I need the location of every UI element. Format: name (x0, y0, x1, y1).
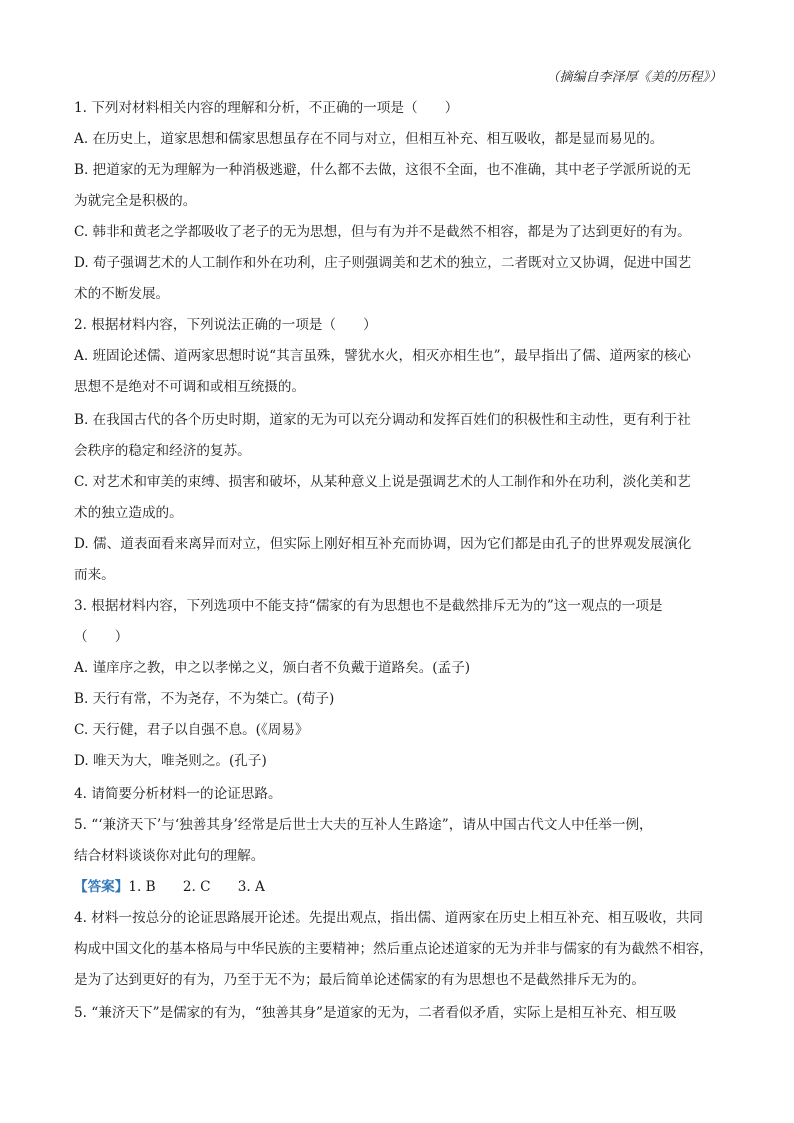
q3-option-d: D. 唯天为大，唯尧则之。(孔子) (74, 753, 267, 769)
q1-option-c: C. 韩非和黄老之学都吸收了老子的无为思想，但与有为并不是截然不相容，都是为了达到更好的有为。 (74, 224, 691, 240)
q2-option-a: A. 班固论述儒、道两家思想时说“其言虽殊，譬犹水火，相灭亦相生也”，最早指出了儒、道两家的核心 (74, 348, 691, 364)
q1-option-b-cont: 为就完全是积极的。 (74, 193, 197, 209)
q1-option-b: B. 把道家的无为理解为一种消极逃避，什么都不去做，这很不全面，也不准确，其中老子学派所说的无 (74, 162, 691, 178)
q2-option-b-cont: 会秩序的稳定和经济的复苏。 (74, 443, 251, 459)
q2-option-d: D. 儒、道表面看来离异而对立，但实际上刚好相互补充而协调，因为它们都是由孔子的世界观发展演化 (74, 536, 692, 552)
q2-option-c: C. 对艺术和审美的束缚、损害和破坏，从某种意义上说是强调艺术的人工制作和外在功利，淡化美和艺 (74, 474, 691, 490)
q2-option-a-cont: 思想不是绝对不可调和或相互统摄的。 (74, 379, 306, 395)
q2-option-b: B. 在我国古代的各个历史时期，道家的无为可以充分调动和发挥百姓们的积极性和主动性，更有利于社 (74, 412, 691, 428)
q2-option-d-cont: 而来。 (74, 567, 115, 583)
answer-choices: 1. B 2. C 3. A (128, 879, 265, 895)
source-note: （摘编自李泽厚《美的历程》） (546, 70, 722, 85)
q4-stem: 4. 请简要分析材料一的论证思路。 (74, 786, 282, 802)
q3-option-b: B. 天行有常，不为尧存，不为桀亡。(荀子) (74, 691, 335, 707)
answer-4-cont-1: 构成中国文化的基本格局与中华民族的主要精神；然后重点论述道家的无为并非与儒家的有为截然不相容， (74, 941, 713, 957)
q1-stem: 1. 下列对材料相关内容的理解和分析，不正确的一项是（ ） (74, 100, 459, 116)
q3-option-a: A. 谨庠序之教，申之以孝悌之义，颁白者不负戴于道路矣。(孟子) (74, 660, 471, 676)
answer-4-cont-2: 是为了达到更好的有为，乃至于无不为；最后简单论述儒家的有为思想也不是截然排斥无为的。 (74, 972, 645, 988)
q3-option-c: C. 天行健，君子以自强不息。(《周易》 (74, 722, 309, 738)
answer-4: 4. 材料一按总分的论证思路展开论述。先提出观点，指出儒、道两家在历史上相互补充、相互吸收，共同 (74, 910, 704, 926)
answer-choices-line (74, 877, 265, 897)
q5-stem-cont: 结合材料谈谈你对此句的理解。 (74, 848, 265, 864)
q3-stem: 3. 根据材料内容，下列选项中不能支持“儒家的有为思想也不是截然排斥无为的”这一观点的一项是 (74, 598, 663, 614)
q1-option-a: A. 在历史上，道家思想和儒家思想虽存在不同与对立，但相互补充、相互吸收，都是显而易见的。 (74, 131, 664, 147)
q5-stem: 5. “‘兼济天下’与‘独善其身’经常是后世士大夫的互补人生路途”，请从中国古代文人中任举一例， (74, 817, 653, 833)
answer-5: 5. “兼济天下”是儒家的有为，“独善其身”是道家的无为，二者看似矛盾，实际上是相互补充、相互吸 (74, 1005, 677, 1021)
q1-option-d-cont: 术的不断发展。 (74, 286, 170, 302)
answer-label: 【答案】 (74, 879, 129, 895)
q3-stem-cont: （ ） (74, 629, 129, 645)
q2-stem: 2. 根据材料内容，下列说法正确的一项是（ ） (74, 317, 377, 333)
q2-option-c-cont: 术的独立造成的。 (74, 505, 183, 521)
q1-option-d: D. 荀子强调艺术的人工制作和外在功利，庄子则强调美和艺术的独立，二者既对立又协调，促进中国艺 (74, 255, 692, 271)
